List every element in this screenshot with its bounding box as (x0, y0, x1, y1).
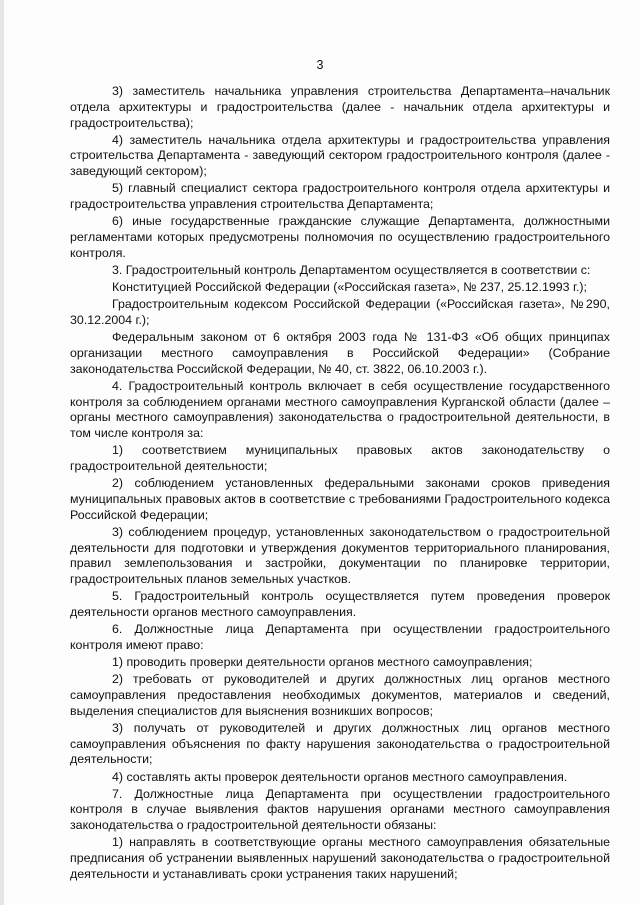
paragraph: 6. Должностные лица Департамента при осуществлении градостроительного контроля имеют право: (70, 622, 610, 652)
page-number: 3 (316, 58, 324, 72)
paragraph: 5. Градостроительный контроль осуществляется путем проведения проверок деятельности органов местного самоуправления. (70, 589, 610, 620)
paragraph: 2) требовать от руководителей и других должностных лиц органов местного самоуправления предоставления необходимых документов, материалов и сведений, выделения специалистов для выяснения возникших вопросов; (70, 672, 610, 718)
paragraph: 3. Градостроительный контроль Департаментом осуществляется в соответствии с: (112, 262, 591, 277)
paragraph: 1) направлять в соответствующие органы местного самоуправления обязательные предписания об устранении выявленных нарушений законодательства о градостроительной деятельности и устанавливать сроки устранения таких нарушений; (70, 835, 610, 881)
paragraph: 3) соблюдением процедур, установленных законодательством о градостроительной деятельности для подготовки и утверждения документов территориального планирования, правил землепользования и застройки, документации по планировке территории, градостроительных планов земельных участков. (70, 524, 610, 587)
document-body (70, 84, 610, 884)
paragraph: 1) проводить проверки деятельности органов местного самоуправления; (112, 655, 533, 670)
paragraph: 6) иные государственные гражданские служащие Департамента, должностными регламентами которых предусмотрены полномочия по осуществлению градостроительного контроля. (70, 214, 610, 260)
paragraph: 4) составлять акты проверок деятельности органов местного самоуправления. (112, 769, 568, 784)
paragraph: 3) получать от руководителей и других должностных лиц органов местного самоуправления объяснения по факту нарушения законодательства о градостроительной деятельности; (70, 720, 610, 767)
paragraph: 1) соответствием муниципальных правовых актов законодательству о градостроительной деятельности; (70, 443, 610, 473)
paragraph: Градостроительным кодексом Российской Федерации («Российская газета», №290, 30.12.2004 г.); (70, 297, 610, 327)
paragraph: 2) соблюдением установленных федеральными законами сроков приведения муниципальных правовых актов в соответствие с требованиями Градостроительного кодекса Российской Федерации; (70, 476, 610, 522)
paragraph: 5) главный специалист сектора градостроительного контроля отдела архитектуры и градостроительства управления строительства Департамента; (70, 181, 610, 212)
paragraph: 4) заместитель начальника отдела архитектуры и градостроительства управления строительства Департамента - заведующий сектором градостроительного контроля (далее - заведующий сектором); (70, 132, 610, 179)
paragraph: 7. Должностные лица Департамента при осуществлении градостроительного контроля в случае выявления фактов нарушения органами местного самоуправления законодательства о градостроительной деятельности обязаны: (70, 786, 610, 833)
paragraph: 4. Градостроительный контроль включает в себя осуществление государственного контроля за соблюдением органами местного самоуправления Курганской области (далее – органы местного самоуправления) законодательства о градостроительной деятельности, в том числе контроля за: (70, 378, 610, 441)
paragraph: Федеральным законом от 6 октября 2003 года № 131-ФЗ «Об общих принципах организации местного самоуправления в Российской Федерации» (Собрание законодательства Российской Федерации, № 40, ст. 3822, 06.10.2003 г.). (70, 330, 610, 376)
paragraph: 3) заместитель начальника управления строительства Департамента–начальник отдела архитектуры и градостроительства (далее - начальник отдела архитектуры и градостроительства); (70, 84, 610, 130)
paragraph: Конституцией Российской Федерации («Российская газета», № 237, 25.12.1993 г.); (112, 280, 587, 295)
scan-edge (0, 0, 4, 905)
